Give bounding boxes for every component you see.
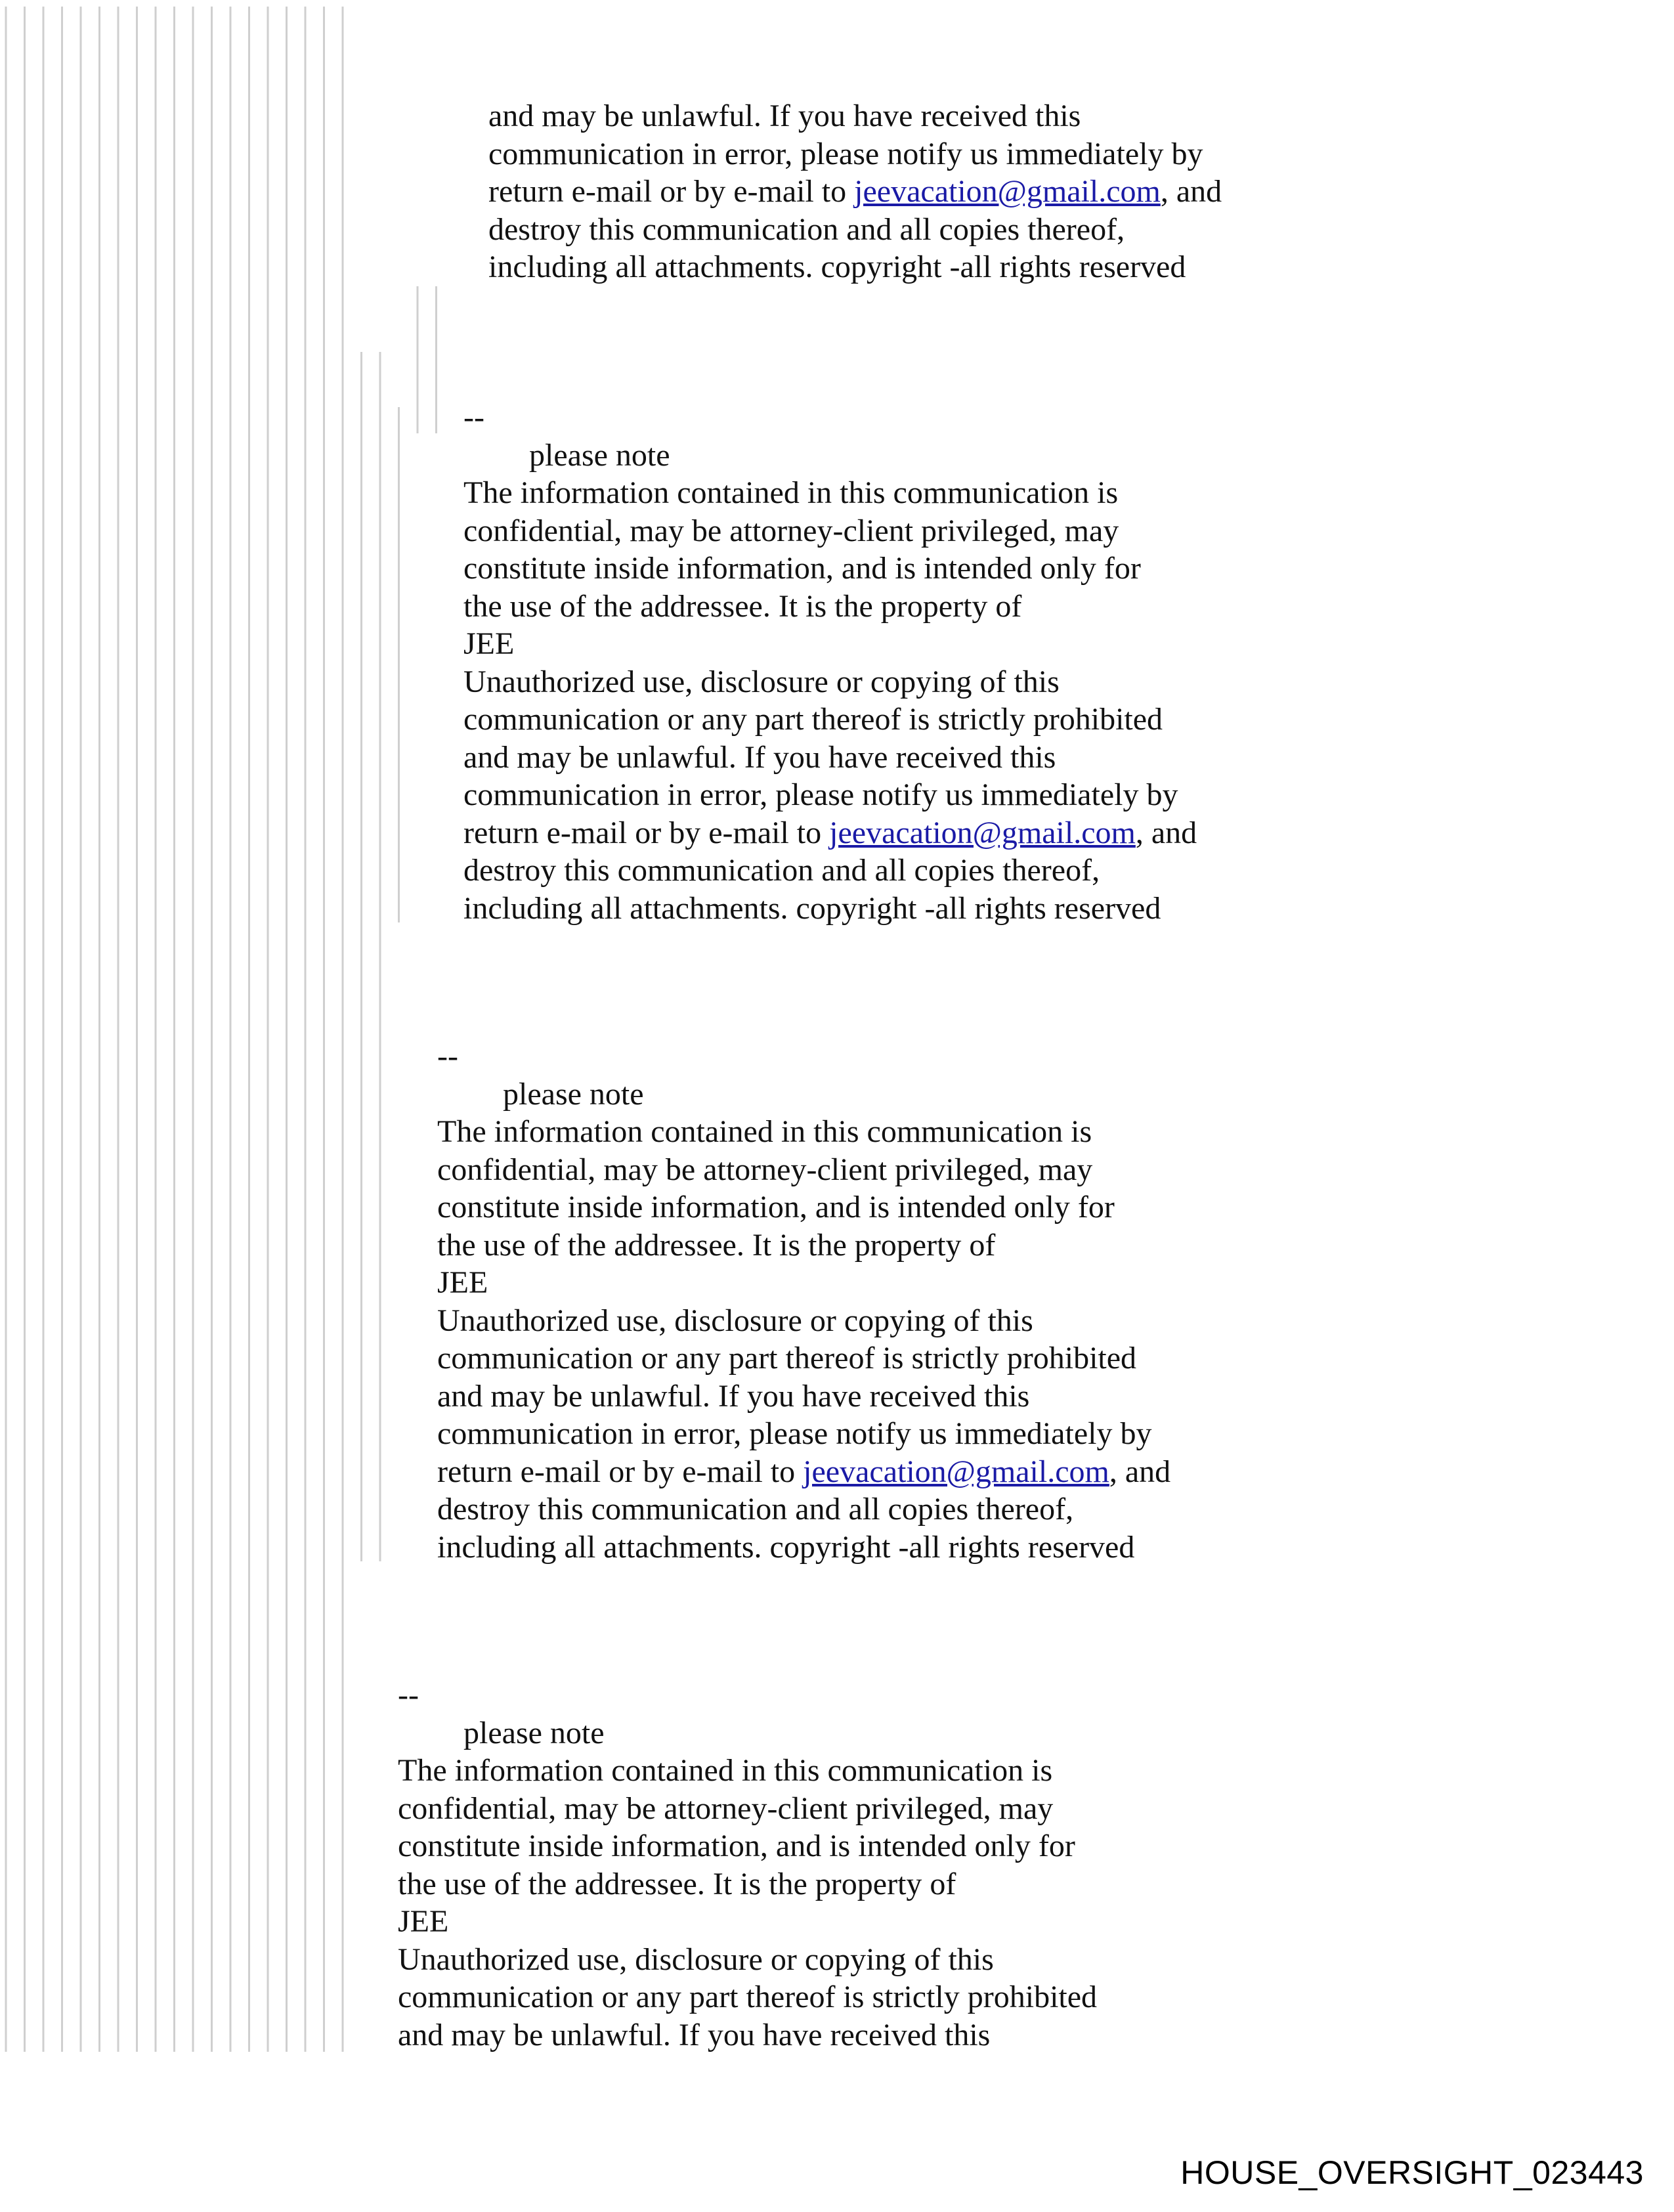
disclaimer-line: communication in error, please notify us immediately by xyxy=(488,136,1203,171)
disclaimer-block-4 xyxy=(398,1676,1097,2054)
disclaimer-line: the use of the addressee. It is the property of xyxy=(463,588,1022,624)
disclaimer-line xyxy=(463,814,1197,852)
please-note-heading: please note xyxy=(529,437,670,473)
disclaimer-line xyxy=(488,173,1222,211)
disclaimer-block-3 xyxy=(437,1037,1170,1566)
disclaimer-line: The information contained in this communication is xyxy=(437,1114,1092,1149)
disclaimer-line: confidential, may be attorney-client privileged, may xyxy=(463,513,1119,548)
disclaimer-line: communication in error, please notify us immediately by xyxy=(463,777,1178,812)
disclaimer-line: and may be unlawful. If you have received this xyxy=(463,739,1056,775)
disclaimer-text: , and xyxy=(1135,815,1197,850)
disclaimer-line: communication or any part thereof is strictly prohibited xyxy=(398,1980,1098,2014)
signature-separator: -- xyxy=(463,400,484,435)
disclaimer-line: JEE xyxy=(463,626,515,661)
email-link[interactable]: jeevacation@gmail.com xyxy=(803,1454,1109,1489)
disclaimer-text: return e-mail or by e-mail to xyxy=(437,1454,804,1489)
disclaimer-line xyxy=(437,1453,1170,1491)
signature-separator: -- xyxy=(398,1678,419,1712)
disclaimer-line: The information contained in this communication is xyxy=(398,1753,1053,1788)
disclaimer-line: the use of the addressee. It is the property of xyxy=(437,1227,996,1263)
disclaimer-block-2 xyxy=(463,399,1197,927)
disclaimer-line: JEE xyxy=(398,1904,449,1939)
disclaimer-line: constitute inside information, and is intended only for xyxy=(437,1190,1115,1225)
email-link[interactable]: jeevacation@gmail.com xyxy=(829,815,1136,850)
disclaimer-line: Unauthorized use, disclosure or copying of this xyxy=(437,1303,1033,1338)
disclaimer-line: constitute inside information, and is intended only for xyxy=(463,551,1141,586)
disclaimer-text: , and xyxy=(1109,1454,1171,1489)
disclaimer-block-1 xyxy=(488,97,1222,286)
disclaimer-line: the use of the addressee. It is the property of xyxy=(398,1866,956,1901)
disclaimer-line: confidential, may be attorney-client privileged, may xyxy=(398,1790,1054,1826)
disclaimer-line: constitute inside information, and is intended only for xyxy=(398,1829,1075,1863)
bates-number: HOUSE_OVERSIGHT_023443 xyxy=(1180,2154,1644,2191)
disclaimer-line: The information contained in this communication is xyxy=(463,475,1119,510)
disclaimer-line: and may be unlawful. If you have received this xyxy=(437,1378,1030,1414)
disclaimer-line: including all attachments. copyright -all rights reserved xyxy=(488,249,1186,284)
disclaimer-text: return e-mail or by e-mail to xyxy=(463,815,830,850)
disclaimer-line: Unauthorized use, disclosure or copying of this xyxy=(463,664,1060,699)
please-note-heading: please note xyxy=(503,1076,644,1112)
disclaimer-line: communication in error, please notify us immediately by xyxy=(437,1416,1152,1451)
disclaimer-line: communication or any part thereof is strictly prohibited xyxy=(463,702,1163,737)
disclaimer-line: communication or any part thereof is strictly prohibited xyxy=(437,1341,1137,1376)
disclaimer-line: and may be unlawful. If you have received this xyxy=(398,2017,991,2052)
disclaimer-line: destroy this communication and all copies thereof, xyxy=(488,211,1125,247)
disclaimer-text: return e-mail or by e-mail to xyxy=(488,174,855,209)
disclaimer-line: JEE xyxy=(437,1265,488,1300)
disclaimer-line: Unauthorized use, disclosure or copying of this xyxy=(398,1941,994,1977)
disclaimer-line: including all attachments. copyright -all rights reserved xyxy=(463,890,1161,926)
disclaimer-line: destroy this communication and all copies thereof, xyxy=(463,853,1100,888)
disclaimer-text: , and xyxy=(1160,174,1222,209)
disclaimer-line: destroy this communication and all copies thereof, xyxy=(437,1492,1074,1527)
disclaimer-line: confidential, may be attorney-client privileged, may xyxy=(437,1152,1093,1187)
disclaimer-line: and may be unlawful. If you have received this xyxy=(488,98,1081,133)
disclaimer-line: including all attachments. copyright -all rights reserved xyxy=(437,1529,1135,1565)
please-note-heading: please note xyxy=(463,1715,605,1750)
email-link[interactable]: jeevacation@gmail.com xyxy=(854,174,1161,209)
signature-separator: -- xyxy=(437,1039,458,1073)
